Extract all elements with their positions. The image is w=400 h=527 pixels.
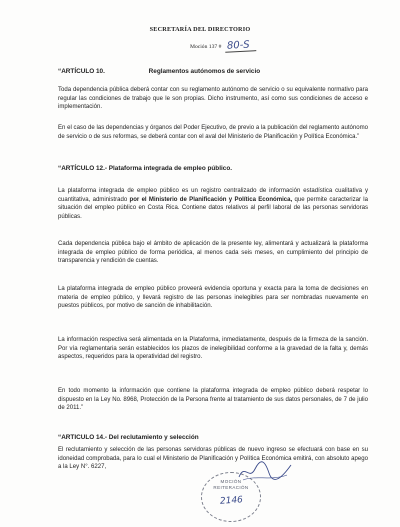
article-12-paragraph-2: Cada dependencia pública bajo el ámbito de aplicación de la presente ley, alimentará y actualizará la plataforma integrada de empleo público de forma periódica, al menos cada seis meses, en cumplimiento del principio de transparencia y rendición de cuentas.	[58, 241, 368, 265]
article-14-heading: “ARTICULO 14.- Del reclutamiento y selección	[58, 434, 199, 441]
article-10-paragraph-2: En el caso de las dependencias y órganos del Poder Ejecutivo, de previo a la publicación del reglamento autónomo de servicio o de sus reformas, se deberá contar con el aval del Ministerio de Planificación y Política Económica.”	[58, 125, 368, 140]
article-12-paragraph-3: La plataforma integrada de empleo público proveerá evidencia oportuna y exacta para la toma de decisiones en materia de empleo público, y llevará registro de las personas inelegibles para ser nombradas nuevamente en puestos públicos, por motivo de sanción de inhabilitación.	[58, 286, 368, 310]
article-10-heading	[58, 68, 368, 77]
article-12-paragraph-4: La información respectiva será alimentada en la Plataforma, inmediatamente, después de la firmeza de la sanción. Por vía reglamentaria serán establecidos los plazos de inelegibilidad conforme a la gravedad de la falta y, demás aspectos, requeridos para la operatividad del registro.	[58, 337, 368, 361]
article-12-paragraph-1: La plataforma integrada de empleo público es un registro centralizado de información estadística cualitativa y cuantitativa, administrado por el Ministerio de Planificación y Política Económica, que permite caracterizar la situación del empleo público en Costa Rica. Contiene datos relativos al perfil laboral de las personas servidoras públicas.	[58, 188, 368, 220]
article-12-heading: “ARTÍCULO 12.- Plataforma integrada de empleo público.	[58, 165, 232, 172]
article-12-paragraph-5: En todo momento la información que contiene la plataforma integrada de empleo público deberá respetar lo dispuesto en la Ley No. 8968, Protección de la Persona frente al tratamiento de sus datos personales, de 7 de julio de 2011.”	[58, 388, 368, 412]
stamp-line-1: MOCIÓN	[220, 479, 242, 484]
article-14-paragraph-1: El reclutamiento y selección de las personas servidoras públicas de nuevo ingreso se efectuará con base en su idoneidad comprobada, para lo cual el Ministerio de Planificación y Política Económica emitirá, con absoluto apego a la Ley N°. 6227,	[58, 447, 368, 471]
stamp-line-2: REITERACIÓN	[213, 485, 249, 490]
article-10-title: Reglamentos autónomos de servicio	[148, 68, 261, 75]
secretaria-label: SECRETARÍA DEL DIRECTORIO	[149, 26, 251, 33]
handwritten-signature	[235, 455, 295, 485]
article-10-paragraph-1: Toda dependencia pública deberá contar con su reglamento autónomo de servicio o su equivalente normativo para regular las condiciones de trabajo que le son propias. Dicho instrumento, así como sus condiciones de acceso e implementación.	[58, 87, 368, 111]
mocion-number: 80-S	[225, 39, 256, 53]
article-12-ministry-bold: por el Ministerio de Planificación y Política Económica,	[129, 196, 293, 203]
mocion-line	[190, 40, 255, 52]
stamp-number: 2146	[219, 495, 243, 507]
mocion-label: Moción 137 #	[190, 44, 222, 50]
article-10-number: “ARTÍCULO 10.	[58, 68, 105, 75]
document-header	[0, 18, 400, 36]
